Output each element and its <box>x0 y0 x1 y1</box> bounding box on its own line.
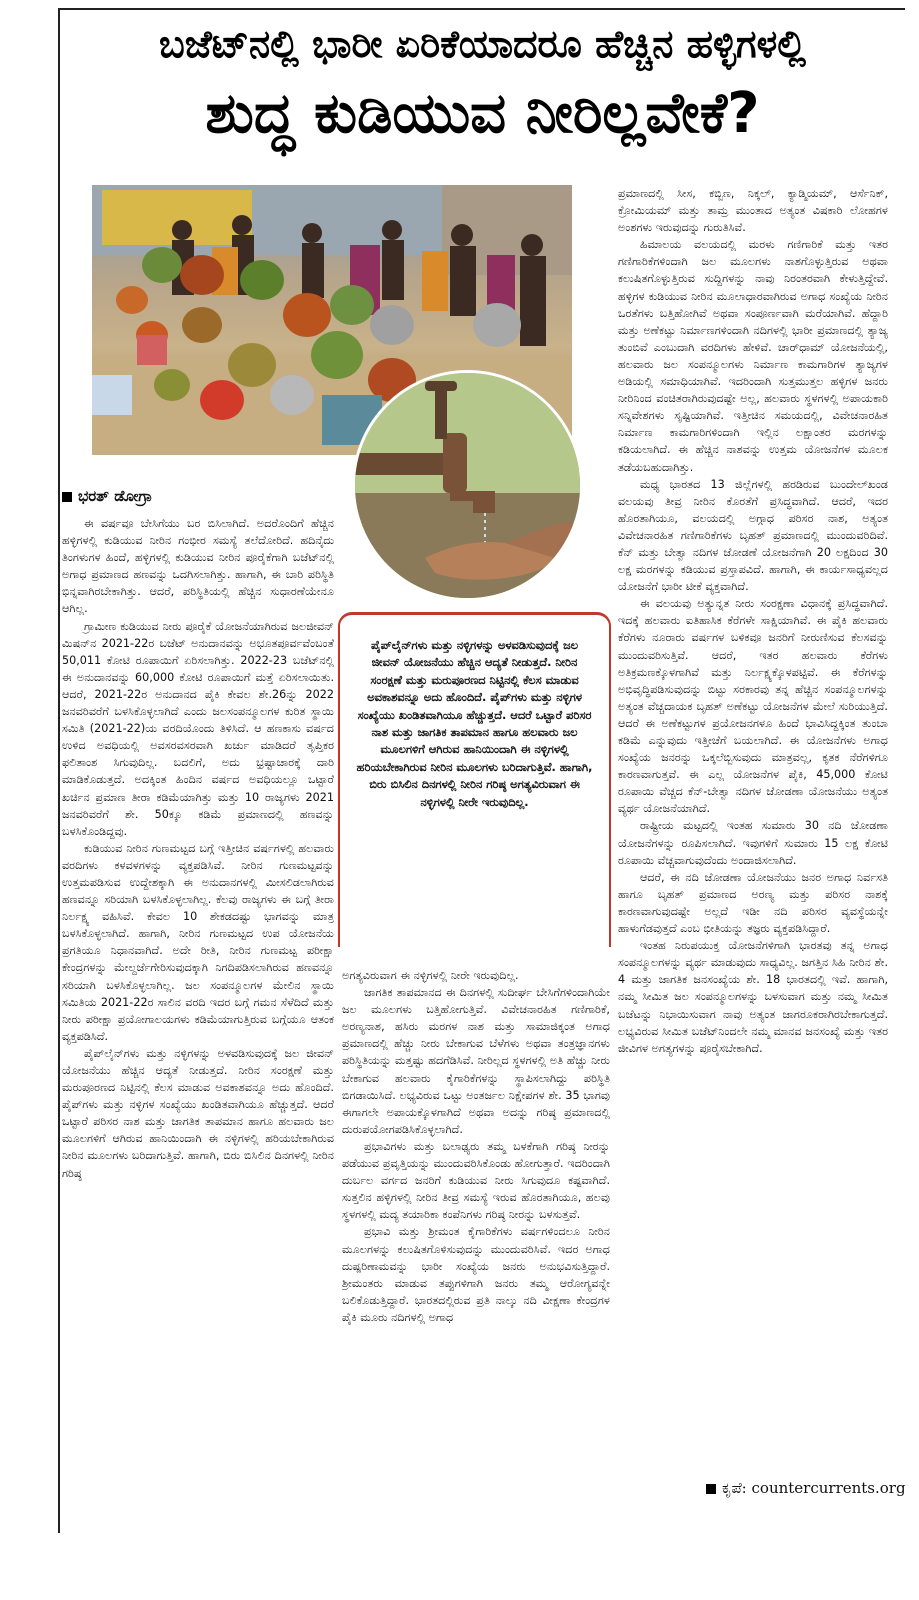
credit-label: ಕೃಪೆ: <box>722 1479 747 1497</box>
top-rule <box>60 8 905 10</box>
paragraph: ಗ್ರಾಮೀಣ ಕುಡಿಯುವ ನೀರು ಪೂರೈಕೆ ಯೋಜನೆಯಾಗಿರುವ ಜಲಜೀವನ್ ಮಿಷನ್‌ನ 2021-22ರ ಬಜೆಟ್ ಅನುದಾನವನ್ನು ಅಭೂತಪೂರ್ವವೆಂಬಂತೆ 50,011 ಕೋಟಿ ರೂಪಾಯಿಗೆ ಏರಿಸಲಾಗಿತ್ತು. 2022-23 ಬಜೆಟ್‌ನಲ್ಲಿ ಈ ಅನುದಾನವನ್ನು 60,000 ಕೋಟಿ ರೂಪಾಯಿಗೆ ಮತ್ತೆ ಏರಿಸಲಾಯಿತು. ಆದರೆ, 2021-22ರ ಅನುದಾನದ ಪೈಕಿ ಕೇವಲ ಶೇ.26ನ್ನು 2022 ಜನವರಿವರೆಗೆ ಬಳಸಿಕೊಳ್ಳಲಾಗಿದೆ ಎಂದು ಜಲಸಂಪನ್ಮೂಲಗಳ ಕುರಿತ ಸ್ಥಾಯಿ ಸಮಿತಿ (2021-22)ಯ ವರದಿಯೊಂದು ತಿಳಿಸಿದೆ. ಆ ಹಣಕಾಸು ವರ್ಷದ ಉಳಿದ ಅವಧಿಯಲ್ಲಿ ಅವಸರವಸರವಾಗಿ ಖರ್ಚು ಮಾಡಿದರೆ ತೃಪ್ತಿಕರ ಫಲಿತಾಂಶ ಸಿಗುವುದಿಲ್ಲ. ಬದಲಿಗೆ, ಅದು ಭ್ರಷ್ಟಾಚಾರಕ್ಕೆ ದಾರಿ ಮಾಡಿಕೊಡುತ್ತದೆ. ಅದಕ್ಕಿಂತ ಹಿಂದಿನ ವರ್ಷದ ಅವಧಿಯಲ್ಲೂ ಒಟ್ಟಾರೆ ಖರ್ಚಿನ ಪ್ರಮಾಣ ತೀರಾ ಕಡಿಮೆಯಾಗಿತ್ತು ಮತ್ತು 10 ರಾಜ್ಯಗಳು 2021 ಜನವರಿವರೆಗೆ ಶೇ. 50ಕ್ಕೂ ಕಡಿಮೆ ಪ್ರಮಾಣದಲ್ಲಿ ಹಣವನ್ನು ಬಳಸಿಕೊಂಡಿದ್ದವು. <box>62 619 334 838</box>
credit-source: countercurrents.org <box>751 1479 906 1497</box>
paragraph: ಹಿಮಾಲಯ ವಲಯದಲ್ಲಿ ಮರಳು ಗಣಿಗಾರಿಕೆ ಮತ್ತು ಇತರ ಗಣಿಗಾರಿಕೆಗಳಿಂದಾಗಿ ಜಲ ಮೂಲಗಳು ನಾಶಗೊಳ್ಳುತ್ತಿರುವ ಅಥವಾ ಕಲುಷಿತಗೊಳ್ಳುತ್ತಿರುವ ಸುದ್ದಿಗಳನ್ನು ನಾವು ನಿರಂತರವಾಗಿ ಕೇಳುತ್ತಿದ್ದೇವೆ. ಹಳ್ಳಿಗಳ ಕುಡಿಯುವ ನೀರಿನ ಮೂಲಾಧಾರವಾಗಿರುವ ಅಗಾಧ ಸಂಖ್ಯೆಯ ನೀರಿನ ಒರತೆಗಳು ಬತ್ತಿಹೋಗಿವೆ ಅಥವಾ ಸಂಪೂರ್ಣವಾಗಿ ಮರೆಯಾಗಿವೆ. ಹೆದ್ದಾರಿ ಮತ್ತು ಅಣೆಕಟ್ಟು ನಿರ್ಮಾಣಗಳಿಂದಾಗಿ ನದಿಗಳಲ್ಲಿ ಭಾರೀ ಪ್ರಮಾಣದಲ್ಲಿ ತ್ಯಾಜ್ಯ ತುಂಬಿವೆ ಎಂಬುದಾಗಿ ವರದಿಗಳು ಹೇಳಿವೆ. ಚಾರ್‌ಧಾಮ್ ಯೋಜನೆಯಲ್ಲಿ, ಹಲವಾರು ಜಲ ಸಂಪನ್ಮೂಲಗಳು ನಿರ್ಮಾಣ ಕಾಮಗಾರಿಗಳ ತ್ಯಾಜ್ಯಗಳ ಅಡಿಯಲ್ಲಿ ಸಮಾಧಿಯಾಗಿವೆ. ಇದರಿಂದಾಗಿ ಸುತ್ತಮುತ್ತಲ ಹಳ್ಳಿಗಳ ಜನರು ನೀರಿನಿಂದ ವಂಚಿತರಾಗಿರುವುದಷ್ಟೇ ಅಲ್ಲ, ಹಲವಾರು ಸ್ಥಳಗಳಲ್ಲಿ ಅಪಾಯಕಾರಿ ಸನ್ನಿವೇಶಗಳು ಸೃಷ್ಟಿಯಾಗಿವೆ. ಇತ್ತೀಚಿನ ಸಮಯದಲ್ಲಿ, ವಿವೇಚನಾರಹಿತ ನಿರ್ಮಾಣ ಕಾಮಗಾರಿಗಳಿಂದಾಗಿ ಇಲ್ಲಿನ ಲಕ್ಷಾಂತರ ಮರಗಳನ್ನು ಕಡಿಯಲಾಗಿದೆ. ಈ ಹೆಚ್ಚಿನ ನಾಶವನ್ನು ಉತ್ತಮ ಯೋಜನೆಗಳ ಮೂಲಕ ತಡೆಯಬಹುದಾಗಿತ್ತು. <box>618 238 888 474</box>
headline-line-1: ಬಜೆಟ್‌ನಲ್ಲಿ ಭಾರೀ ಏರಿಕೆಯಾದರೂ ಹೆಚ್ಚಿನ ಹಳ್ಳಿಗಳಲ್ಲಿ <box>159 22 806 66</box>
source-credit <box>706 1479 906 1497</box>
paragraph: ರಾಷ್ಟ್ರೀಯ ಮಟ್ಟದಲ್ಲಿ ಇಂತಹ ಸುಮಾರು 30 ನದಿ ಜೋಡಣಾ ಯೋಜನೆಗಳನ್ನು ರೂಪಿಸಲಾಗಿದೆ. ಇವುಗಳಿಗೆ ಸುಮಾರು 15 ಲಕ್ಷ ಕೋಟಿ ರೂಪಾಯಿ ವೆಚ್ಚವಾಗುವುದೆಂದು ಅಂದಾಜಿಸಲಾಗಿದೆ. <box>618 819 888 867</box>
paragraph: ಅಗತ್ಯವಿರುವಾಗ ಈ ನಳ್ಳಿಗಳಲ್ಲಿ ನೀರೇ ಇರುವುದಿಲ್ಲ. <box>342 969 519 982</box>
byline-square-marker <box>62 492 72 502</box>
article-column-1 <box>62 515 334 1537</box>
paragraph: ಕುಡಿಯುವ ನೀರಿನ ಗುಣಮಟ್ಟದ ಬಗ್ಗೆ ಇತ್ತೀಚಿನ ವರ್ಷಗಳಲ್ಲಿ ಹಲವಾರು ವರದಿಗಳು ಕಳವಳಗಳನ್ನು ವ್ಯಕ್ತಪಡಿಸಿವೆ. ನೀರಿನ ಗುಣಮಟ್ಟವನ್ನು ಉತ್ತಮಪಡಿಸುವ ಉದ್ದೇಶಕ್ಕಾಗಿ ಈ ಅನುದಾನಗಳಲ್ಲಿ ಮೀಸಲಿಡಲಾಗಿರುವ ಹಣವನ್ನೂ ಸರಿಯಾಗಿ ಬಳಸಿಕೊಳ್ಳಲಾಗಿಲ್ಲ. ಕೆಲವು ರಾಜ್ಯಗಳು ಈ ಬಗ್ಗೆ ತೀರಾ ನಿರ್ಲಕ್ಷ್ಯ ವಹಿಸಿವೆ. ಕೇವಲ 10 ಶೇಕಡದಷ್ಟು ಭಾಗವನ್ನು ಮಾತ್ರ ಬಳಸಿಕೊಳ್ಳಲಾಗಿದೆ. ಹಾಗಾಗಿ, ನೀರಿನ ಗುಣಮಟ್ಟದ ಉಪ ಯೋಜನೆಯ ಪ್ರಗತಿಯೂ ನಿಧಾನವಾಗಿದೆ. ಅದೇ ರೀತಿ, ನೀರಿನ ಗುಣಮಟ್ಟ ಪರೀಕ್ಷಾ ಕೇಂದ್ರಗಳನ್ನು ಮೇಲ್ದರ್ಜೆಗೇರಿಸುವುದಕ್ಕಾಗಿ ನಿಗದಿಪಡಿಸಲಾಗಿರುವ ಹಣವನ್ನೂ ಸರಿಯಾಗಿ ಬಳಸಿಕೊಳ್ಳಲಾಗಿಲ್ಲ. ಜಲ ಸಂಪನ್ಮೂಲಗಳ ಮೇಲಿನ ಸ್ಥಾಯಿ ಸಮಿತಿಯ 2021-22ರ ಸಾಲಿನ ವರದಿ ಇದರ ಬಗ್ಗೆ ಗಮನ ಸೆಳೆದಿದೆ ಮತ್ತು ನೀರು ಪರೀಕ್ಷಾ ಪ್ರಯೋಗಾಲಯಗಳು ಕಡಿಮೆಯಾಗುತ್ತಿರುವ ಬಗ್ಗೆಯೂ ಆತಂಕ ವ್ಯಕ್ತಪಡಿಸಿದೆ. <box>62 841 334 1043</box>
photo-water-tap <box>352 370 583 601</box>
headline-line-2: ಶುದ್ಧ ಕುಡಿಯುವ ನೀರಿಲ್ಲವೇಕೆ? <box>205 81 760 146</box>
paragraph: ಪ್ರಭಾವಿ ಮತ್ತು ಶ್ರೀಮಂತ ಕೈಗಾರಿಕೆಗಳು ವರ್ಷಗಳಿಂದಲೂ ನೀರಿನ ಮೂಲಗಳನ್ನು ಕಲುಷಿತಗೊಳಿಸುವುದನ್ನು ಮುಂದುವರಿಸಿವೆ. ಇದರ ಅಗಾಧ ದುಷ್ಪರಿಣಾಮವನ್ನು ಭಾರೀ ಸಂಖ್ಯೆಯ ಜನರು ಅನುಭವಿಸುತ್ತಿದ್ದಾರೆ. ಶ್ರೀಮಂತರು ಮಾಡುವ ತಪ್ಪುಗಳಿಗಾಗಿ ಜನರು ತಮ್ಮ ಆರೋಗ್ಯವನ್ನೇ ಬಲಿಕೊಡುತ್ತಿದ್ದಾರೆ. ಭಾರತದಲ್ಲಿರುವ ಪ್ರತಿ ನಾಲ್ಕು ನದಿ ವೀಕ್ಷಣಾ ಕೇಂದ್ರಗಳ ಪೈಕಿ ಮೂರು ನದಿಗಳಲ್ಲಿ ಅಗಾಧ <box>342 1225 610 1324</box>
left-rule <box>58 8 60 1533</box>
paragraph: ಪೈಪ್‌ಲೈನ್‌ಗಳು ಮತ್ತು ನಳ್ಳಿಗಳನ್ನು ಅಳವಡಿಸುವುದಕ್ಕೆ ಜಲ ಜೀವನ್ ಯೋಜನೆಯು ಹೆಚ್ಚಿನ ಆದ್ಯತೆ ನೀಡುತ್ತದೆ. ನೀರಿನ ಸಂರಕ್ಷಣೆ ಮತ್ತು ಮರುಪೂರಣದ ನಿಟ್ಟಿನಲ್ಲಿ ಕೆಲಸ ಮಾಡುವ ಅವಕಾಶವನ್ನೂ ಅದು ಹೊಂದಿದೆ. ಪೈಪ್‌ಗಳು ಮತ್ತು ನಳ್ಳಿಗಳ ಸಂಖ್ಯೆಯು ಖಂಡಿತವಾಗಿಯೂ ಹೆಚ್ಚುತ್ತದೆ. ಆದರೆ ಒಟ್ಟಾರೆ ಪರಿಸರ ನಾಶ ಮತ್ತು ಜಾಗತಿಕ ತಾಪಮಾನ ಹಾಗೂ ಹಲವಾರು ಜಲ ಮೂಲಗಳಿಗೆ ಆಗಿರುವ ಹಾನಿಯಿಂದಾಗಿ ಈ ನಳ್ಳಿಗಳಲ್ಲಿ ಹರಿಯಬೇಕಾಗಿರುವ ನೀರಿನ ಮೂಲಗಳು ಬರಿದಾಗುತ್ತಿವೆ. ಹಾಗಾಗಿ, ಬಿರು ಬಿಸಿಲಿನ ದಿನಗಳಲ್ಲಿ ನೀರಿನ ಗರಿಷ್ಠ <box>62 1046 334 1180</box>
article-column-3 <box>618 185 888 1480</box>
paragraph: ಈ ವರ್ಷವೂ ಬೇಸಿಗೆಯು ಬರ ಬಿಸಿಲಾಗಿದೆ. ಅದರೊಂದಿಗೆ ಹೆಚ್ಚಿನ ಹಳ್ಳಿಗಳಲ್ಲಿ ಕುಡಿಯುವ ನೀರಿನ ಗಂಭೀರ ಸಮಸ್ಯೆ ತಲೆದೋರಿದೆ. ಹದಿನೈದು ತಿಂಗಳುಗಳ ಹಿಂದೆ, ಹಳ್ಳಿಗಳಲ್ಲಿ ಕುಡಿಯುವ ನೀರಿನ ಪೂರೈಕೆಗಾಗಿ ಬಜೆಟ್‌ನಲ್ಲಿ ಅಗಾಧ ಪ್ರಮಾಣದ ಹಣವನ್ನು ಒದಗಿಸಲಾಗಿತ್ತು. ಹಾಗಾಗಿ, ಈ ಬಾರಿ ಪರಿಸ್ಥಿತಿ ಭಿನ್ನವಾಗಿರಬೇಕಾಗಿತ್ತು. ಆದರೆ, ಪರಿಸ್ಥಿತಿಯಲ್ಲಿ ಹೆಚ್ಚಿನ ಸುಧಾರಣೆಯೇನೂ ಆಗಿಲ್ಲ. <box>62 517 334 616</box>
photo-water-tap-illustration <box>355 373 580 598</box>
paragraph: ಇಂತಹ ನಿರುಪಯುಕ್ತ ಯೋಜನೆಗಳಿಗಾಗಿ ಭಾರತವು ತನ್ನ ಅಗಾಧ ಸಂಪನ್ಮೂಲಗಳನ್ನು ವ್ಯರ್ಥ ಮಾಡುವುದು ಸಾಧ್ಯವಿಲ್ಲ. ಜಗತ್ತಿನ ಸಿಹಿ ನೀರಿನ ಶೇ. 4 ಮತ್ತು ಜಾಗತಿಕ ಜನಸಂಖ್ಯೆಯ ಶೇ. 18 ಭಾರತದಲ್ಲಿ ಇವೆ. ಹಾಗಾಗಿ, ನಮ್ಮ ಸೀಮಿತ ಜಲ ಸಂಪನ್ಮೂಲಗಳನ್ನು ಬಳಸುವಾಗ ಮತ್ತು ನಮ್ಮ ಸೀಮಿತ ಬಜೆಟನ್ನು ನಿಭಾಯಿಸುವಾಗ ನಾವು ಅತ್ಯಂತ ಜಾಗರೂಕರಾಗಿರಬೇಕಾಗುತ್ತದೆ. ಲಭ್ಯವಿರುವ ಸೀಮಿತ ಬಜೆಟ್‌ನಿಂದಲೇ ನಮ್ಮ ಮಾನವ ಜನಸಂಖ್ಯೆ ಮತ್ತು ಇತರ ಜೀವಿಗಳ ಅಗತ್ಯಗಳನ್ನು ಪೂರೈಸಬೇಕಾಗಿದೆ. <box>618 939 888 1055</box>
headline <box>60 20 905 148</box>
pull-quote-box <box>338 612 611 947</box>
byline <box>62 487 332 505</box>
credit-square-marker <box>706 1484 716 1494</box>
paragraph: ಪ್ರಮಾಣದಲ್ಲಿ ಸೀಸ, ಕಬ್ಬಿಣ, ನಿಕ್ಕಲ್, ಕ್ಯಾಡ್ಮಿಯಮ್, ಆರ್ಸೆನಿಕ್, ಕ್ರೋಮಿಯಮ್ ಮತ್ತು ತಾಮ್ರ ಮುಂತಾದ ಅತ್ಯಂತ ವಿಷಕಾರಿ ಲೋಹಗಳ ಅಂಶಗಳು ಇರುವುದನ್ನು ಗುರುತಿಸಿವೆ. <box>618 187 888 235</box>
paragraph: ಪ್ರಭಾವಿಗಳು ಮತ್ತು ಬಲಾಢ್ಯರು ತಮ್ಮ ಬಳಕೆಗಾಗಿ ಗರಿಷ್ಠ ನೀರನ್ನು ಪಡೆಯುವ ಪ್ರವೃತ್ತಿಯನ್ನು ಮುಂದುವರಿಸಿಕೊಂಡು ಹೋಗುತ್ತಾರೆ. ಇದರಿಂದಾಗಿ ದುರ್ಬಲ ವರ್ಗದ ಜನರಿಗೆ ಕುಡಿಯುವ ನೀರು ಸಿಗುವುದೂ ಕಷ್ಟವಾಗಿದೆ. ಸುತ್ತಲಿನ ಹಳ್ಳಿಗಳಲ್ಲಿ ನೀರಿನ ತೀವ್ರ ಸಮಸ್ಯೆ ಇರುವ ಹೊರತಾಗಿಯೂ, ಹಲವು ಸ್ಥಳಗಳಲ್ಲಿ ಮದ್ಯ ತಯಾರಿಕಾ ಕಂಪೆನಿಗಳು ಗರಿಷ್ಠ ನೀರನ್ನು ಬಳಸುತ್ತವೆ. <box>342 1139 610 1222</box>
pull-quote-text: ಪೈಪ್‌ಲೈನ್‌ಗಳು ಮತ್ತು ನಳ್ಳಿಗಳನ್ನು ಅಳವಡಿಸುವುದಕ್ಕೆ ಜಲ ಜೀವನ್ ಯೋಜನೆಯು ಹೆಚ್ಚಿನ ಆದ್ಯತೆ ನೀಡುತ್ತದೆ. ನೀರಿನ ಸಂರಕ್ಷಣೆ ಮತ್ತು ಮರುಪೂರಣದ ನಿಟ್ಟಿನಲ್ಲಿ ಕೆಲಸ ಮಾಡುವ ಅವಕಾಶವನ್ನೂ ಅದು ಹೊಂದಿದೆ. ಪೈಪ್‌ಗಳು ಮತ್ತು ನಳ್ಳಿಗಳ ಸಂಖ್ಯೆಯು ಖಂಡಿತವಾಗಿಯೂ ಹೆಚ್ಚುತ್ತದೆ. ಆದರೆ ಒಟ್ಟಾರೆ ಪರಿಸರ ನಾಶ ಮತ್ತು ಜಾಗತಿಕ ತಾಪಮಾನ ಹಾಗೂ ಹಲವಾರು ಜಲ ಮೂಲಗಳಿಗೆ ಆಗಿರುವ ಹಾನಿಯಿಂದಾಗಿ ಈ ನಳ್ಳಿಗಳಲ್ಲಿ ಹರಿಯಬೇಕಾಗಿರುವ ನೀರಿನ ಮೂಲಗಳು ಬರಿದಾಗುತ್ತಿವೆ. ಹಾಗಾಗಿ, ಬಿರು ಬಿಸಿಲಿನ ದಿನಗಳಲ್ಲಿ ನೀರಿನ ಗರಿಷ್ಠ ಅಗತ್ಯವಿರುವಾಗ ಈ ನಳ್ಳಿಗಳಲ್ಲಿ ನೀರೇ ಇರುವುದಿಲ್ಲ. <box>356 638 593 809</box>
article-column-2 <box>342 967 610 1537</box>
paragraph: ಜಾಗತಿಕ ತಾಪಮಾನದ ಈ ದಿನಗಳಲ್ಲಿ ಸುದೀರ್ಘ ಬೇಸಿಗೆಗಳಿಂದಾಗಿಯೇ ಜಲ ಮೂಲಗಳು ಬತ್ತಿಹೋಗುತ್ತಿವೆ. ವಿವೇಚನಾರಹಿತ ಗಣಿಗಾರಿಕೆ, ಅರಣ್ಯನಾಶ, ಹಸಿರು ಮರಗಳ ನಾಶ ಮತ್ತು ಸಾಮಾಜಿಕ್ಕಂತ ಅಗಾಧ ಪ್ರಮಾಣದಲ್ಲಿ ಹೆಚ್ಚು ನೀರು ಬೇಕಾಗುವ ಬೆಳೆಗಳು ಅಥವಾ ತಂತ್ರಜ್ಞಾನಗಳು ಪರಿಸ್ಥಿತಿಯನ್ನು ಮತ್ತಷ್ಟು ಹದಗೆಡಿಸಿವೆ. ನೀರಿಲ್ಲದ ಸ್ಥಳಗಳಲ್ಲಿ ಅತಿ ಹೆಚ್ಚು ನೀರು ಬೇಕಾಗುವ ಹಲವಾರು ಕೈಗಾರಿಕೆಗಳನ್ನು ಸ್ಥಾಪಿಸಲಾಗಿದ್ದು ಪರಿಸ್ಥಿತಿ ಬಿಗಡಾಯಿಸಿದೆ. ಲಭ್ಯವಿರುವ ಒಟ್ಟು ಅಂತರ್ಜಲ ನಿಕ್ಷೇಪಗಳ ಶೇ. 35 ಭಾಗವು ಈಗಾಗಲೇ ಅಪಾಯಕ್ಕೊಳಗಾಗಿದೆ ಅಥವಾ ಅದನ್ನು ಗರಿಷ್ಠ ಪ್ರಮಾಣದಲ್ಲಿ ದುರುಪಯೋಗಪಡಿಸಿಕೊಳ್ಳಲಾಗಿದೆ. <box>342 986 610 1136</box>
paragraph: ಮಧ್ಯ ಭಾರತದ 13 ಜಿಲ್ಲೆಗಳಲ್ಲಿ ಹರಡಿರುವ ಬುಂದೇಲ್‌ಖಂಡ ವಲಯವು ತೀವ್ರ ನೀರಿನ ಕೊರತೆಗೆ ಪ್ರಸಿದ್ಧವಾಗಿದೆ. ಆದರೆ, ಇದರ ಹೊರತಾಗಿಯೂ, ವಲಯದಲ್ಲಿ ಅಗ್ಗಾಧ ಪರಿಸರ ನಾಶ, ಅತ್ಯಂತ ವಿವೇಚನಾರಹಿತ ಗಣಿಗಾರಿಕೆಗಳು ಬೃಹತ್ ಪ್ರಮಾಣದಲ್ಲಿ ಮುಂದುವರಿದಿವೆ. ಕೆನ್ ಮತ್ತು ಬೇತ್ವಾ ನದಿಗಳ ಜೋಡಣೆ ಯೋಜನೆಗಾಗಿ 20 ಲಕ್ಷದಿಂದ 30 ಲಕ್ಷ ಮರಗಳನ್ನು ಕಡಿಯುವ ಪ್ರಸ್ತಾಪವಿದೆ. ಹಾಗಾಗಿ, ಈ ಕಾರ್ಯಸಾಧ್ಯವಲ್ಲದ ಯೋಜನೆಗೆ ಭಾರೀ ಟೀಕೆ ವ್ಯಕ್ತವಾಗಿದೆ. <box>618 477 888 594</box>
byline-author: ಭರತ್ ಡೋಗ್ರಾ <box>78 487 153 505</box>
paragraph: ಆದರೆ, ಈ ನದಿ ಜೋಡಣಾ ಯೋಜನೆಯು ಜನರ ಅಗಾಧ ನಿರ್ವಸತಿ ಹಾಗೂ ಬೃಹತ್ ಪ್ರಮಾಣದ ಅರಣ್ಯ ಮತ್ತು ಪರಿಸರ ನಾಶಕ್ಕೆ ಕಾರಣವಾಗುವುದಷ್ಟೇ ಅಲ್ಲದೆ ಇಡೀ ನದಿ ಪರಿಸರ ವ್ಯವಸ್ಥೆಯನ್ನೇ ಹಾಳುಗೆಡವುತ್ತದೆ ಎಂಬ ಭೀತಿಯನ್ನು ತಜ್ಞರು ವ್ಯಕ್ತಪಡಿಸಿದ್ದಾರೆ. <box>618 870 888 936</box>
paragraph: ಈ ವಲಯವು ಅತ್ಯುನ್ನತ ನೀರು ಸಂರಕ್ಷಣಾ ವಿಧಾನಕ್ಕೆ ಪ್ರಸಿದ್ಧವಾಗಿದೆ. ಇದಕ್ಕೆ ಹಲವಾರು ಐತಿಹಾಸಿಕ ಕೆರೆಗಳೇ ಸಾಕ್ಷಿಯಾಗಿವೆ. ಈ ಪೈಕಿ ಹಲವಾರು ಕೆರೆಗಳು ನೂರಾರು ವರ್ಷಗಳ ಬಳಿಕವೂ ಜನರಿಗೆ ನೀರುಣಿಸುವ ಕೆಲಸವನ್ನು ಮುಂದುವರಿಸುತ್ತಿವೆ. ಆದರೆ, ಇತರ ಹಲವಾರು ಕೆರೆಗಳು ಅತಿಕ್ರಮಣಕ್ಕೊಳಗಾಗಿವೆ ಮತ್ತು ನಿರ್ಲಕ್ಷ್ಯಕ್ಕೊಳಪಟ್ಟಿವೆ. ಈ ಕೆರೆಗಳನ್ನು ಅಭಿವೃದ್ಧಿಪಡಿಸುವುದನ್ನು ಬಿಟ್ಟು ಸರಕಾರವು ತನ್ನ ಹೆಚ್ಚಿನ ಸಂಪನ್ಮೂಲಗಳನ್ನು ಅತ್ಯಂತ ವೆಚ್ಚದಾಯಕ ಬೃಹತ್ ಅಣೆಕಟ್ಟು ಯೋಜನೆಗಳ ಮೇಲೆ ಸುರಿಯುತ್ತಿದೆ. ಆದರೆ ಈ ಅಣೆಕಟ್ಟುಗಳ ಪ್ರಯೋಜನಗಳೂ ಹಿಂದೆ ಭಾವಿಸಿದ್ದಕ್ಕಿಂತ ತುಂಬಾ ಕಡಿಮೆ ಎನ್ನುವುದು ಇತ್ತೀಚೆಗೆ ಬಯಲಾಗಿದೆ. ಈ ಯೋಜನೆಗಳು ಅಗಾಧ ಸಂಖ್ಯೆಯ ಜನರನ್ನು ಒಕ್ಕಲೆಬ್ಬಿಸುವುದು ಮಾತ್ರವಲ್ಲ, ಕೃತಕ ನೆರೆಗಳಿಗೂ ಕಾರಣವಾಗುತ್ತವೆ. ಈ ಎಲ್ಲ ಯೋಜನೆಗಳ ಪೈಕಿ, 45,000 ಕೋಟಿ ರೂಪಾಯಿ ವೆಚ್ಚದ ಕೆನ್-ಬೇತ್ವಾ ನದಿಗಳ ಜೋಡಣಾ ಯೋಜನೆಯು ಅತ್ಯಂತ ವ್ಯರ್ಥ ಯೋಜನೆಯಾಗಿದೆ. <box>618 597 888 816</box>
